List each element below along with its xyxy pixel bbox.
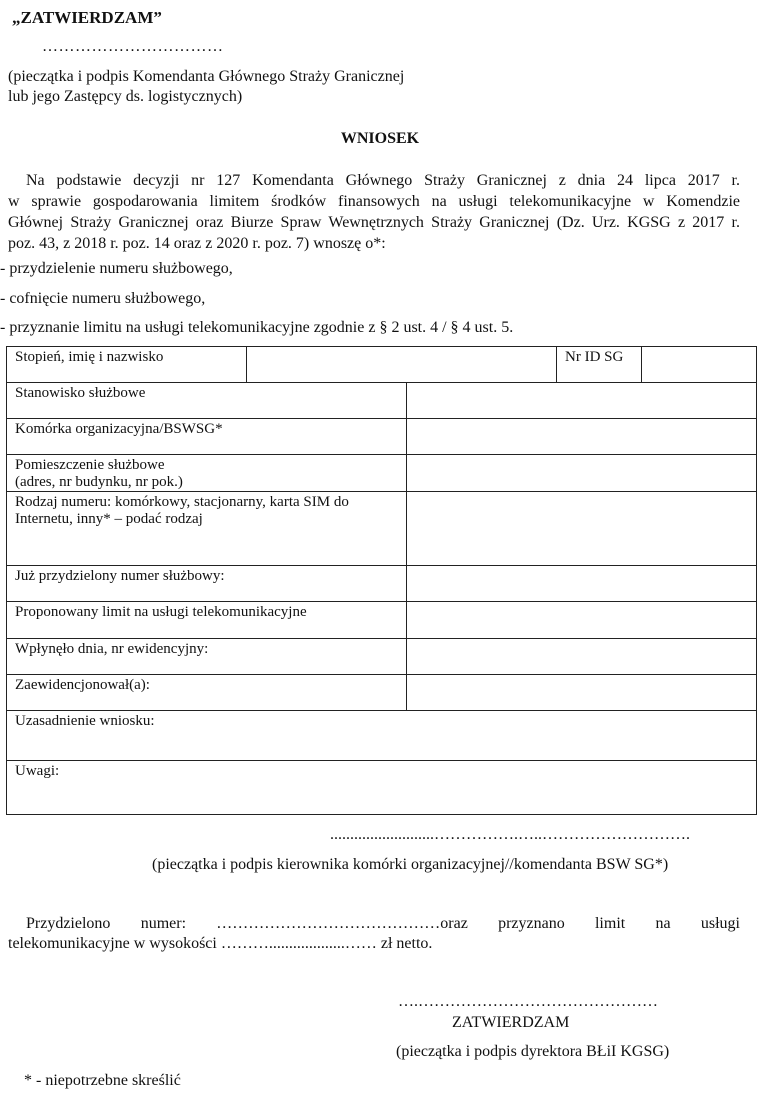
received-label: Wpłynęło dnia, nr ewidencyjny: [7, 639, 407, 675]
signature-dots-bottom: ….……………………………………… [398, 993, 658, 1010]
rank-name-field[interactable] [247, 347, 557, 383]
option-limit: - przyznanie limitu na usługi telekomunikacyjne zgodnie z § 2 ust. 4 / § 4 ust. 5. [0, 319, 514, 336]
id-field[interactable] [642, 347, 757, 383]
intro-line-1: Na podstawie decyzji nr 127 Komendanta Głównego Straży Granicznej z dnia 24 lipca 2017 r. [26, 172, 740, 189]
intro-line-2: w sprawie gospodarowania limitem środków finansowych na usługi telekomunikacyjne w Komendzie [8, 193, 740, 210]
option-assign: - przydzielenie numeru służbowego, [0, 260, 233, 277]
number-type-label [7, 492, 407, 566]
rank-name-label: Stopień, imię i nazwisko [7, 347, 247, 383]
table-row [7, 419, 757, 455]
assigned-number-dots: ……………………………………oraz [216, 915, 468, 932]
unit-label: Komórka organizacyjna/BSWSG* [7, 419, 407, 455]
assignment-word-4: limit [594, 915, 626, 932]
assignment-word-5: na [655, 915, 671, 932]
unit-field[interactable] [407, 419, 757, 455]
assignment-line-2: telekomunikacyjne w wysokości ………...................…… zł netto. [8, 935, 433, 952]
approval-bottom-caption: (pieczątka i podpis dyrektora BŁiI KGSG) [396, 1043, 670, 1060]
proposed-limit-field[interactable] [407, 602, 757, 639]
number-type-line2: Internetu, inny* – podać rodzaj [15, 511, 203, 527]
assigned-number-label: Już przydzielony numer służbowy: [7, 566, 407, 602]
received-field[interactable] [407, 639, 757, 675]
proposed-limit-label: Proponowany limit na usługi telekomunikacyjne [7, 602, 407, 639]
registered-by-field[interactable] [407, 675, 757, 711]
table-row [7, 761, 757, 815]
document-heading: WNIOSEK [340, 130, 420, 147]
table-row [7, 347, 757, 383]
table-row [7, 455, 757, 492]
table-row [7, 602, 757, 639]
intro-paragraph [8, 170, 740, 254]
assignment-word-6: usługi [700, 915, 740, 932]
room-label-line2: (adres, nr budynku, nr pok.) [15, 474, 183, 490]
position-field[interactable] [407, 383, 757, 419]
intro-line-4: poz. 43, z 2018 r. poz. 14 oraz z 2020 r. poz. 7) wnoszę o*: [8, 235, 386, 252]
table-row [7, 383, 757, 419]
table-row [7, 675, 757, 711]
assignment-line-1 [8, 915, 740, 933]
id-label: Nr ID SG [557, 347, 642, 383]
footnote: * - niepotrzebne skreślić [24, 1072, 181, 1089]
signature-dots-top: …………………………… [42, 38, 224, 55]
assigned-number-field[interactable] [407, 566, 757, 602]
table-row [7, 492, 757, 566]
approval-caption-line2: lub jego Zastępcy ds. logistycznych) [8, 88, 243, 105]
number-type-line1: Rodzaj numeru: komórkowy, stacjonarny, karta SIM do [15, 494, 349, 510]
table-row [7, 639, 757, 675]
assignment-word-3: przyznano [498, 915, 565, 932]
assignment-word-1: Przydzielono [26, 915, 111, 932]
table-row [7, 566, 757, 602]
assignment-word-2: numer: [140, 915, 187, 932]
approval-caption-line1: (pieczątka i podpis Komendanta Głównego Straży Granicznej [8, 68, 405, 85]
option-revoke: - cofnięcie numeru służbowego, [0, 290, 206, 307]
signature-dots-head: ..........................…………….…..………………………. [330, 826, 690, 843]
table-row [7, 711, 757, 761]
approval-title: „ZATWIERDZAM” [12, 8, 162, 27]
room-label [7, 455, 407, 492]
justification-field[interactable]: Uzasadnienie wniosku: [7, 711, 757, 761]
registered-by-label: Zaewidencjonował(a): [7, 675, 407, 711]
signature-caption-head: (pieczątka i podpis kierownika komórki organizacyjnej//komendanta BSW SG*) [152, 856, 669, 873]
position-label: Stanowisko służbowe [7, 383, 407, 419]
approval-bottom-title: ZATWIERDZAM [452, 1014, 570, 1031]
room-label-line1: Pomieszczenie służbowe [15, 457, 165, 473]
request-form-table [6, 346, 757, 815]
remarks-field[interactable]: Uwagi: [7, 761, 757, 815]
room-field[interactable] [407, 455, 757, 492]
number-type-field[interactable] [407, 492, 757, 566]
intro-line-3: Głównej Straży Granicznej oraz Biurze Spraw Wewnętrznych Straży Granicznej (Dz. Urz. KGSG z 2017 r. [8, 214, 740, 231]
